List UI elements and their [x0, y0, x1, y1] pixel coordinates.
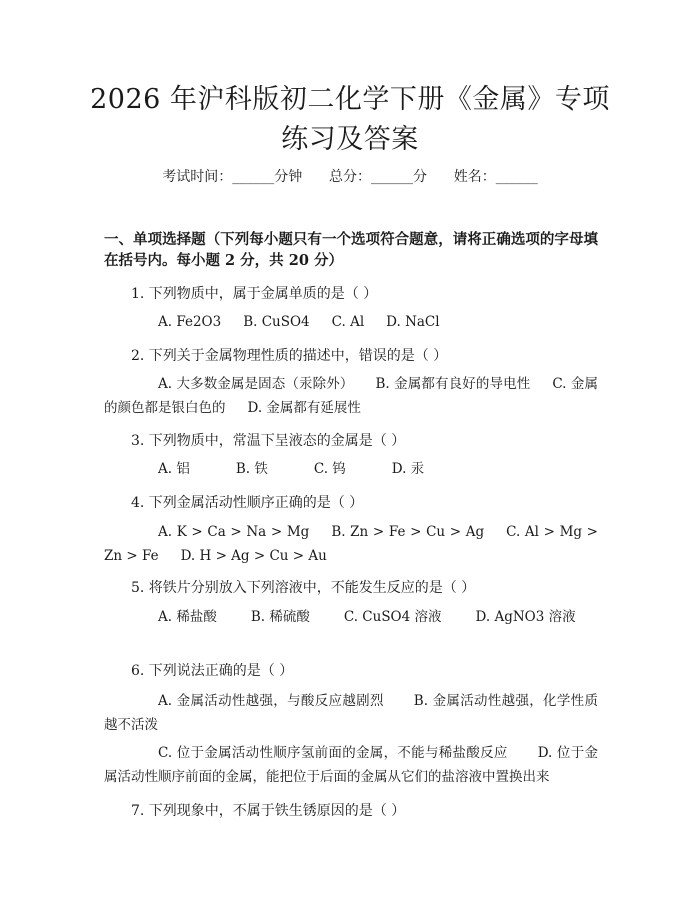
- option-a: A. 稀盐酸: [158, 609, 217, 625]
- question-4-options: [104, 520, 598, 568]
- option-c: C. Al: [331, 314, 365, 330]
- option-d: D. 金属都有延展性: [247, 400, 361, 416]
- option-d: D. H > Ag > Cu > Au: [180, 548, 327, 564]
- question-6-options-cd: [104, 741, 598, 789]
- option-a: A. K > Ca > Na > Mg: [158, 524, 310, 540]
- option-a: A. 大多数金属是固态（汞除外）: [158, 376, 354, 392]
- question-6-options-ab: [104, 689, 598, 737]
- document-title: 2026 年沪科版初二化学下册《金属》专项练习及答案: [90, 84, 610, 155]
- option-c: C. CuSO4 溶液: [343, 609, 442, 625]
- question-3-options: [104, 457, 598, 481]
- option-d: D. 汞: [391, 461, 425, 477]
- question-2: 2. 下列关于金属物理性质的描述中，错误的是（ ）: [131, 348, 448, 364]
- option-a: A. 金属活动性越强，与酸反应越剧烈: [158, 693, 384, 709]
- option-b: B. 稀硫酸: [250, 609, 310, 625]
- option-d: D. 位于金属活动性顺序前面的金属，能把位于后面的金属从它们的盐溶液中置换出来: [104, 745, 598, 785]
- option-c: C. 金属的颜色都是银白色的: [104, 376, 598, 416]
- section-heading: 一、单项选择题（下列每小题只有一个选项符合题意，请将正确选项的字母填在括号内。每小题 2 分，共 20 分）: [104, 231, 598, 269]
- option-b: B. CuSO4: [243, 314, 310, 330]
- exam-meta-line: 考试时间：______分钟 总分：______分 姓名：______: [162, 169, 538, 185]
- question-7: 7. 下列现象中，不属于铁生锈原因的是（ ）: [131, 803, 406, 819]
- option-b: B. Zn > Fe > Cu > Ag: [331, 524, 485, 540]
- question-5-options: [104, 605, 598, 629]
- option-a: A. Fe2O3: [158, 314, 222, 330]
- option-c: C. 钨: [313, 461, 346, 477]
- option-d: D. AgNO3 溶液: [475, 609, 576, 625]
- option-a: A. 铝: [158, 461, 190, 477]
- option-b: B. 金属活动性越强，化学性质越不活泼: [104, 693, 598, 733]
- question-5: 5. 将铁片分别放入下列溶液中，不能发生反应的是（ ）: [131, 580, 476, 596]
- option-b: B. 金属都有良好的导电性: [375, 376, 531, 392]
- question-3: 3. 下列物质中，常温下呈液态的金属是（ ）: [131, 433, 406, 449]
- question-4: 4. 下列金属活动性顺序正确的是（ ）: [131, 495, 364, 511]
- question-6: 6. 下列说法正确的是（ ）: [131, 663, 294, 679]
- option-d: D. NaCl: [386, 314, 440, 330]
- question-1-options: [104, 310, 598, 334]
- question-1: 1. 下列物质中，属于金属单质的是（ ）: [131, 286, 378, 302]
- option-b: B. 铁: [235, 461, 268, 477]
- question-2-options: [104, 372, 598, 420]
- option-c: C. Al > Mg > Zn > Fe: [104, 524, 598, 564]
- option-c: C. 位于金属活动性顺序氢前面的金属，不能与稀盐酸反应: [158, 745, 508, 761]
